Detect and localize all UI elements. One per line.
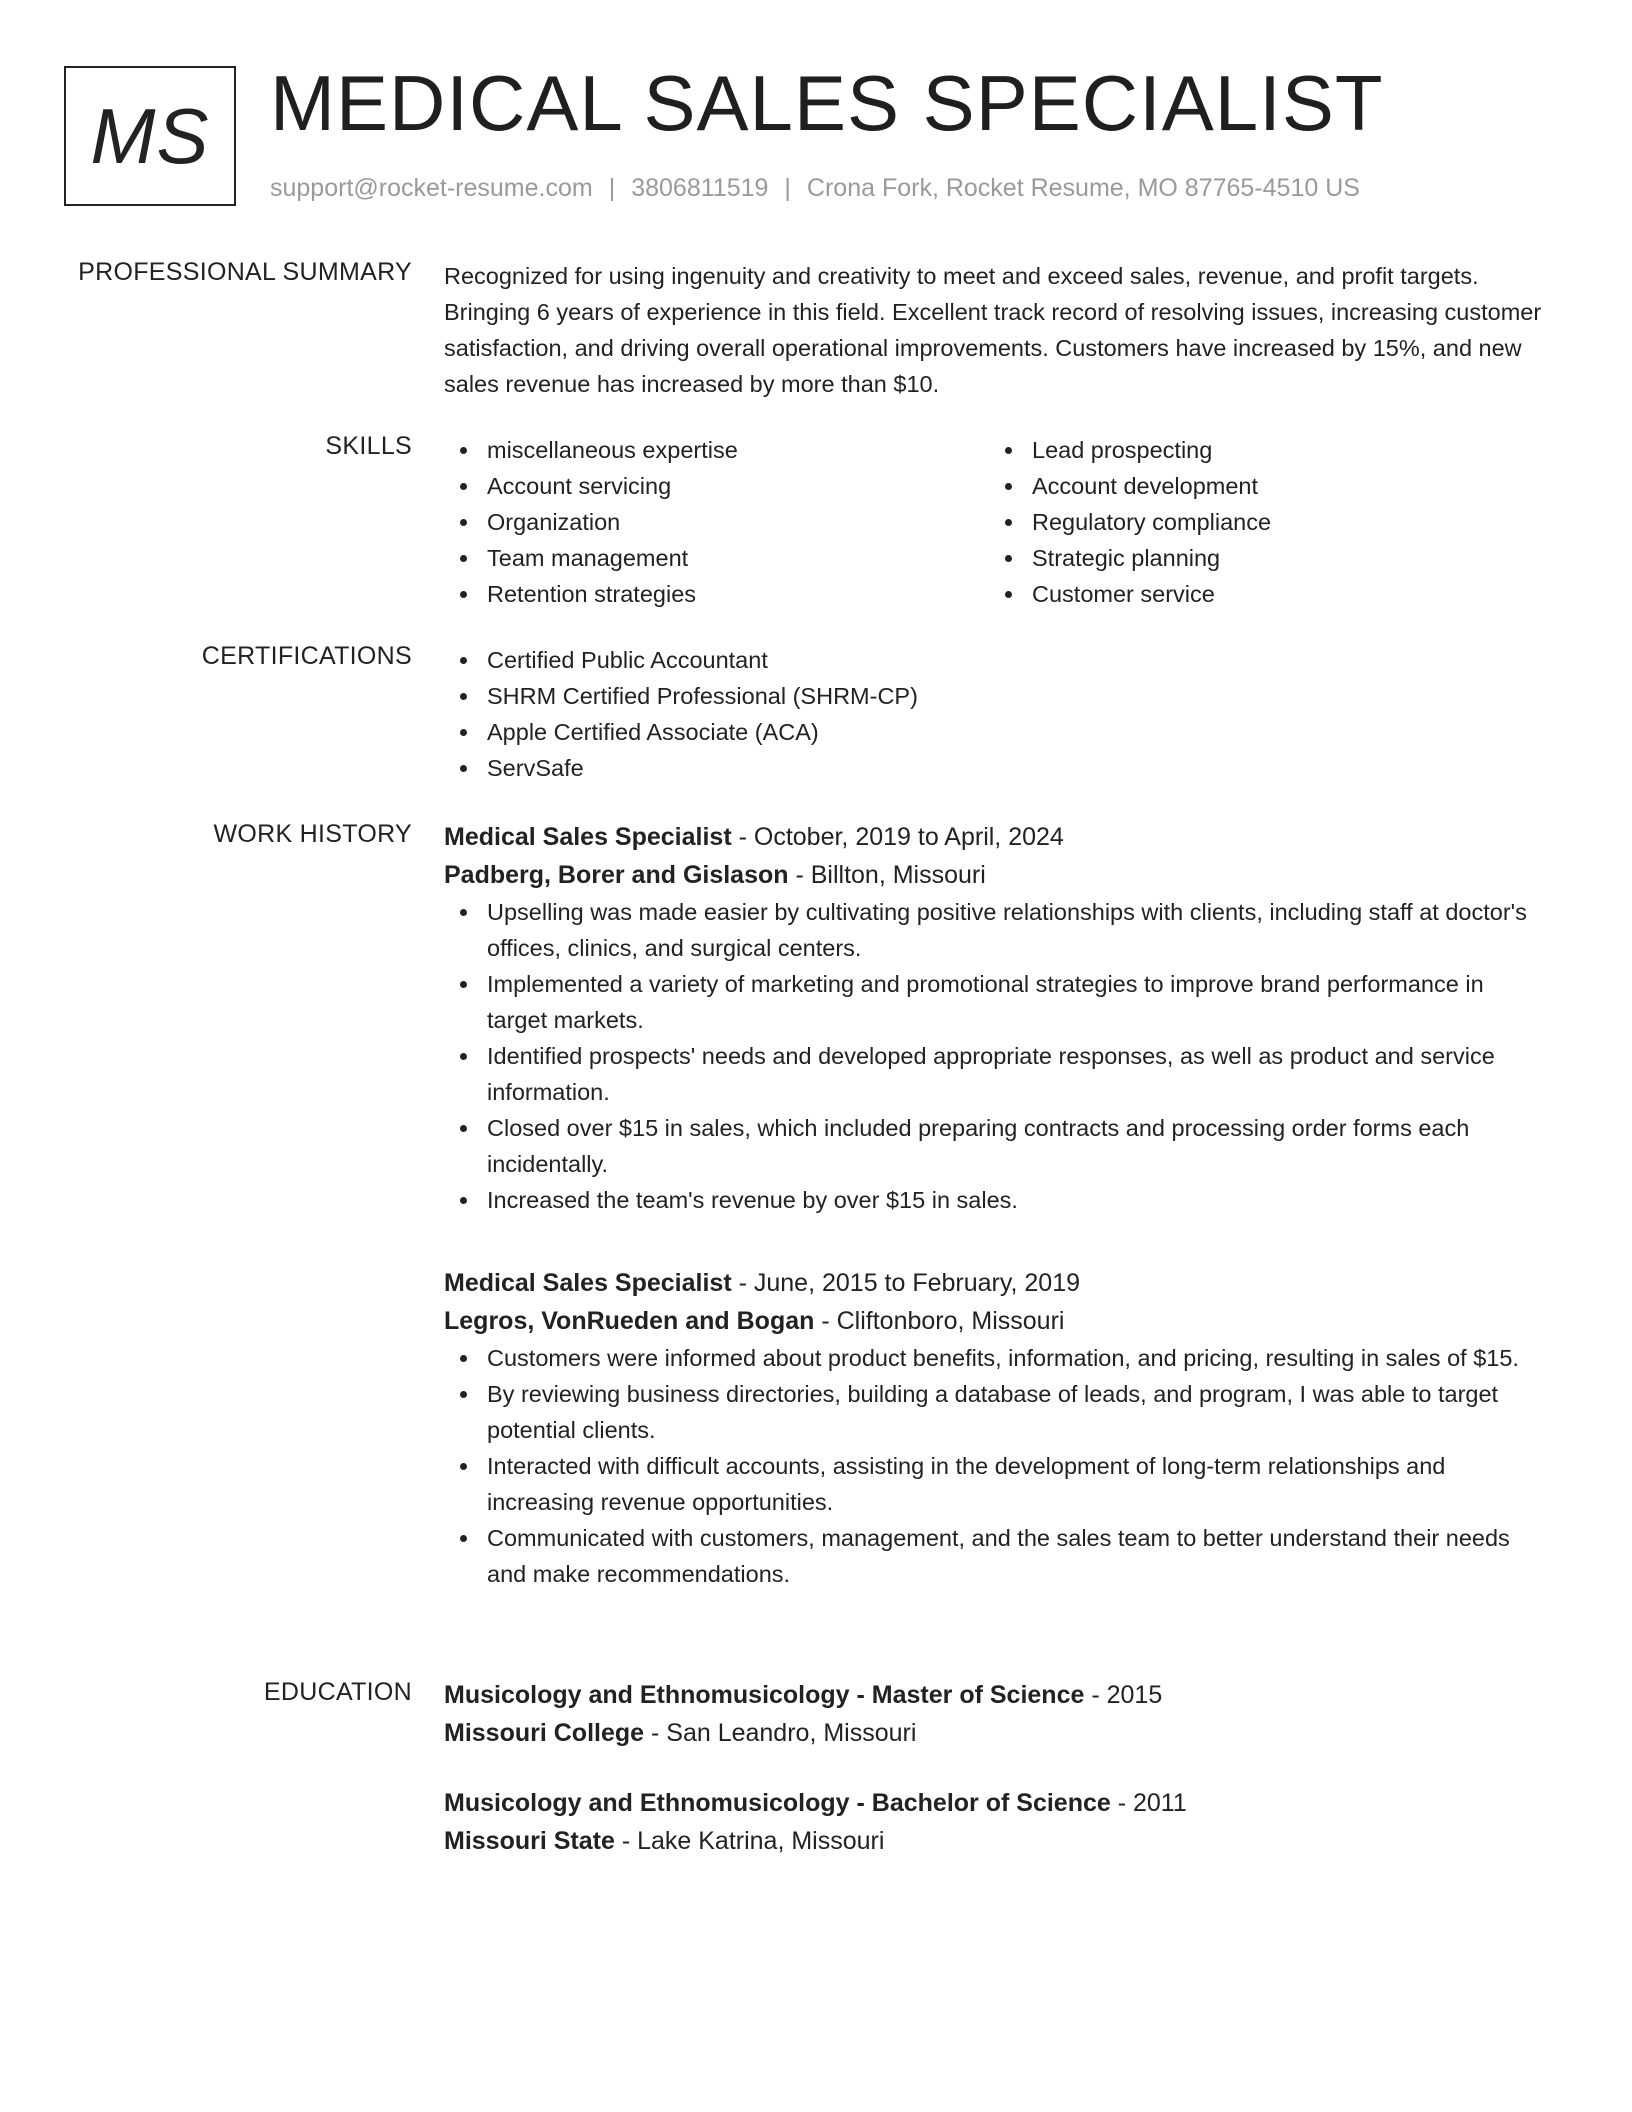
education-school: Missouri College [444,1719,645,1747]
job-dates: - June, 2015 to February, 2019 [731,1269,1081,1297]
skill-item: miscellaneous expertise [444,432,989,468]
section-title-education: EDUCATION [263,1678,412,1706]
job-dates: - October, 2019 to April, 2024 [731,823,1064,851]
section-title-work-history: WORK HISTORY [213,820,412,848]
education-entry [444,1676,1544,1752]
education-school: Missouri State [444,1827,615,1855]
job-bullet: Closed over $15 in sales, which included preparing contracts and processing order forms each incidentally. [444,1110,1544,1182]
job-company-line [444,856,1544,894]
education-degree: Musicology and Ethnomusicology - Bachelor of Science [444,1789,1111,1817]
skill-item: Team management [444,540,989,576]
skill-item: Regulatory compliance [989,504,1534,540]
certification-item: SHRM Certified Professional (SHRM-CP) [444,678,1544,714]
education-school-line [444,1714,1544,1752]
skill-item: Account servicing [444,468,989,504]
summary-text: Recognized for using ingenuity and creativity to meet and exceed sales, revenue, and profit targets. Bringing 6 years of experience in this field. Excellent track record of resolving issues, increasing customer satisfaction, and driving overall operational improvements. Customers have increased by 15%, and new sales revenue has increased by more than $10. [444,263,1542,397]
job-bullets [444,1340,1544,1592]
job-company: Legros, VonRueden and Bogan [444,1307,815,1335]
contact-email[interactable]: support@rocket-resume.com [270,174,593,202]
contact-address: Crona Fork, Rocket Resume, MO 87765-4510 US [806,174,1360,202]
job-bullets [444,894,1544,1218]
education-degree: Musicology and Ethnomusicology - Master of Science [444,1681,1085,1709]
resume-title: MEDICAL SALES SPECIALIST [270,59,1384,147]
education-degree-line [444,1784,1544,1822]
summary-body [444,258,1544,402]
certification-item: Certified Public Accountant [444,642,1544,678]
skills-column-left [444,432,989,612]
skills-column-right [989,432,1534,612]
job-company-line [444,1302,1544,1340]
job-location: - Billton, Missouri [788,861,986,889]
job-bullet: Implemented a variety of marketing and promotional strategies to improve brand performance in target markets. [444,966,1544,1038]
job-bullet: Interacted with difficult accounts, assisting in the development of long-term relationships and increasing revenue opportunities. [444,1448,1544,1520]
section-title-certifications: CERTIFICATIONS [201,642,412,670]
job-entry [444,1264,1544,1592]
skill-item: Retention strategies [444,576,989,612]
education-school-line [444,1822,1544,1860]
job-bullet: Identified prospects' needs and developed appropriate responses, as well as product and service information. [444,1038,1544,1110]
skills-body [444,432,1544,612]
job-location: - Cliftonboro, Missouri [814,1307,1065,1335]
monogram-initials: MS [90,91,210,180]
job-role: Medical Sales Specialist [444,1269,732,1297]
job-bullet: By reviewing business directories, building a database of leads, and program, I was able to target potential clients. [444,1376,1544,1448]
section-title-skills: SKILLS [325,432,412,460]
skill-item: Account development [989,468,1534,504]
education-location: - San Leandro, Missouri [644,1719,917,1747]
education-year: - 2011 [1110,1789,1187,1817]
education-location: - Lake Katrina, Missouri [614,1827,885,1855]
skill-item: Customer service [989,576,1534,612]
certification-item: ServSafe [444,750,1544,786]
contact-phone[interactable]: 3806811519 [631,174,769,202]
job-bullet: Increased the team's revenue by over $15 in sales. [444,1182,1544,1218]
job-bullet: Customers were informed about product benefits, information, and pricing, resulting in sales of $15. [444,1340,1544,1376]
certification-item: Apple Certified Associate (ACA) [444,714,1544,750]
education-entry [444,1784,1544,1860]
job-company: Padberg, Borer and Gislason [444,861,789,889]
section-title-summary: PROFESSIONAL SUMMARY [78,258,412,286]
contact-separator: | [784,174,791,202]
job-title-line [444,1264,1544,1302]
contact-separator: | [608,174,616,202]
certifications-body [444,642,1544,786]
job-title-line [444,818,1544,856]
skill-item: Lead prospecting [989,432,1534,468]
job-entry [444,818,1544,1218]
job-role: Medical Sales Specialist [444,823,732,851]
monogram-badge [64,66,236,206]
education-degree-line [444,1676,1544,1714]
job-bullet: Communicated with customers, management, and the sales team to better understand their needs and make recommendations. [444,1520,1544,1592]
contact-line [270,174,1360,203]
education-year: - 2015 [1084,1681,1163,1709]
skill-item: Strategic planning [989,540,1534,576]
job-bullet: Upselling was made easier by cultivating positive relationships with clients, including staff at doctor's offices, clinics, and surgical centers. [444,894,1544,966]
skill-item: Organization [444,504,989,540]
